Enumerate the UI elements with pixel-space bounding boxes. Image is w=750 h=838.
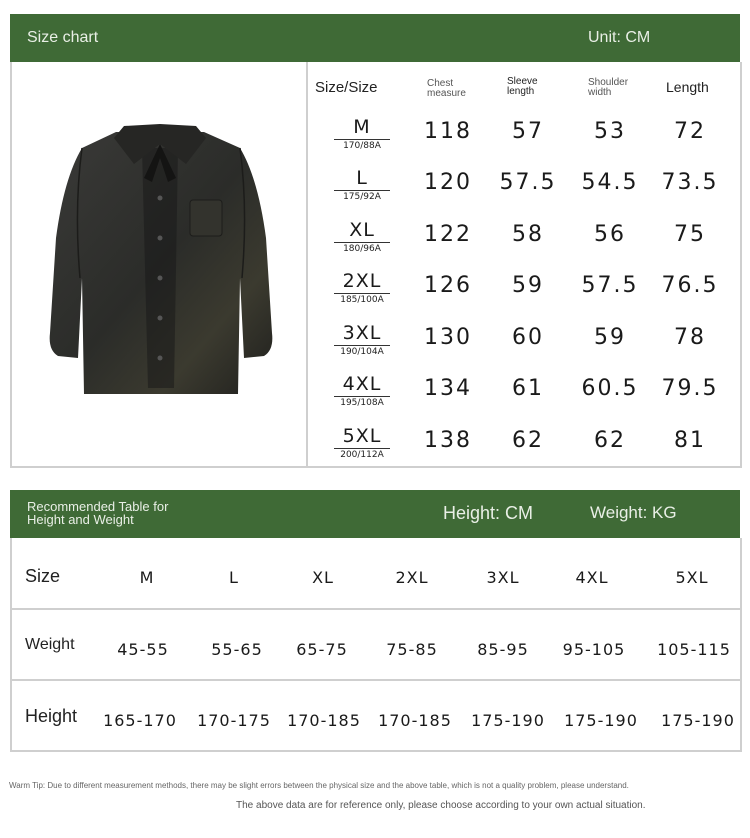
size-label: XL: [334, 219, 390, 243]
size-chart-unit: Unit: CM: [588, 29, 651, 46]
length-value: 73.5: [661, 170, 719, 195]
size-spec: 200/112A: [340, 450, 384, 460]
rec-weight: 55-65: [211, 640, 263, 659]
size-cell: [334, 116, 390, 152]
height-row-label: Height: [25, 706, 78, 726]
size-cell: [334, 322, 390, 358]
rec-size: 3XL: [486, 568, 520, 587]
chest-value: 122: [424, 222, 472, 247]
column-header-shoulder-line2: width: [588, 87, 612, 98]
size-row: [308, 425, 738, 477]
length-value: 81: [674, 428, 706, 453]
warm-tip-note: Warm Tip: Due to different measurement methods, there may be slight errors between the physical size and the above table, which is not a quality problem, please understand.: [9, 781, 629, 790]
rec-weight: 65-75: [296, 640, 348, 659]
size-spec: 180/96A: [343, 244, 381, 254]
rec-weight: 75-85: [386, 640, 438, 659]
shoulder-value: 60.5: [581, 376, 639, 401]
length-value: 75: [674, 222, 706, 247]
rec-height: 165-170: [103, 711, 177, 730]
shoulder-value: 59: [594, 325, 626, 350]
rec-height: 170-185: [287, 711, 361, 730]
column-header-shoulder: [588, 78, 628, 98]
shoulder-value: 57.5: [581, 273, 639, 298]
chest-value: 130: [424, 325, 472, 350]
rec-size: 2XL: [395, 568, 429, 587]
size-label: 4XL: [334, 373, 390, 397]
rec-height: 175-190: [564, 711, 638, 730]
length-value: 76.5: [661, 273, 719, 298]
rec-size: M: [139, 568, 155, 587]
rec-height: 170-185: [378, 711, 452, 730]
chest-value: 126: [424, 273, 472, 298]
weight-unit: Weight: KG: [590, 503, 677, 522]
shoulder-value: 53: [594, 119, 626, 144]
length-value: 79.5: [661, 376, 719, 401]
rec-size: L: [229, 568, 239, 587]
length-value: 72: [674, 119, 706, 144]
size-spec: 190/104A: [340, 347, 384, 357]
reference-note: The above data are for reference only, please choose according to your own actual situation.: [236, 800, 646, 811]
sleeve-value: 59: [512, 273, 544, 298]
recommended-title: [27, 500, 217, 526]
column-header-size: Size/Size: [315, 79, 378, 96]
size-label: 5XL: [334, 425, 390, 449]
chest-value: 120: [424, 170, 472, 195]
column-header-chest-line1: Chest: [427, 78, 454, 89]
size-row: [308, 373, 738, 425]
size-cell: [334, 373, 390, 409]
height-unit: Height: CM: [443, 503, 534, 523]
rec-weight: 45-55: [117, 640, 169, 659]
size-label: 3XL: [334, 322, 390, 346]
rec-weight: 95-105: [562, 640, 626, 659]
row-divider: [10, 679, 740, 681]
column-header-chest: [427, 79, 466, 99]
rec-size: 5XL: [675, 568, 709, 587]
rec-height: 175-190: [661, 711, 735, 730]
size-cell: [334, 270, 390, 306]
weight-row-label: Weight: [25, 636, 75, 653]
size-row: [308, 270, 738, 322]
column-header-length: Length: [666, 79, 709, 95]
size-label: L: [334, 167, 390, 191]
recommended-title-line1: Recommended Table for: [27, 499, 169, 514]
column-header-sleeve-line2: length: [507, 86, 535, 97]
rec-size: 4XL: [575, 568, 609, 587]
sleeve-value: 61: [512, 376, 544, 401]
size-cell: [334, 425, 390, 461]
rec-weight: 105-115: [657, 640, 731, 659]
sleeve-value: 60: [512, 325, 544, 350]
sleeve-value: 57.5: [499, 170, 557, 195]
column-header-sleeve-line1: Sleeve: [507, 76, 538, 87]
size-spec: 175/92A: [343, 192, 381, 202]
shoulder-value: 62: [594, 428, 626, 453]
shoulder-value: 56: [594, 222, 626, 247]
chest-value: 138: [424, 428, 472, 453]
column-header-chest-line2: measure: [427, 88, 466, 99]
size-chart-header: [10, 14, 740, 62]
sleeve-value: 58: [512, 222, 544, 247]
shoulder-value: 54.5: [581, 170, 639, 195]
rec-height: 170-175: [197, 711, 271, 730]
size-row: [308, 322, 738, 374]
size-label: M: [334, 116, 390, 140]
size-row: [308, 116, 738, 168]
recommended-header: [10, 490, 740, 538]
column-header-shoulder-line1: Shoulder: [588, 77, 629, 88]
size-spec: 170/88A: [343, 141, 381, 151]
rec-height: 175-190: [471, 711, 545, 730]
length-value: 78: [674, 325, 706, 350]
size-chart-title: Size chart: [27, 29, 99, 46]
size-spec: 195/108A: [340, 398, 384, 408]
column-header-sleeve: [507, 77, 538, 97]
recommended-title-line2: Height and Weight: [27, 512, 134, 527]
row-divider: [10, 608, 740, 610]
chest-value: 118: [424, 119, 472, 144]
size-cell: [334, 219, 390, 255]
size-row-label: Size: [25, 566, 61, 586]
size-cell: [334, 167, 390, 203]
size-label: 2XL: [334, 270, 390, 294]
jacket-image: [44, 118, 276, 408]
size-row: [308, 167, 738, 219]
sleeve-value: 57: [512, 119, 544, 144]
rec-weight: 85-95: [477, 640, 529, 659]
sleeve-value: 62: [512, 428, 544, 453]
rec-size: XL: [312, 568, 334, 587]
size-spec: 185/100A: [340, 295, 384, 305]
size-row: [308, 219, 738, 271]
chest-value: 134: [424, 376, 472, 401]
